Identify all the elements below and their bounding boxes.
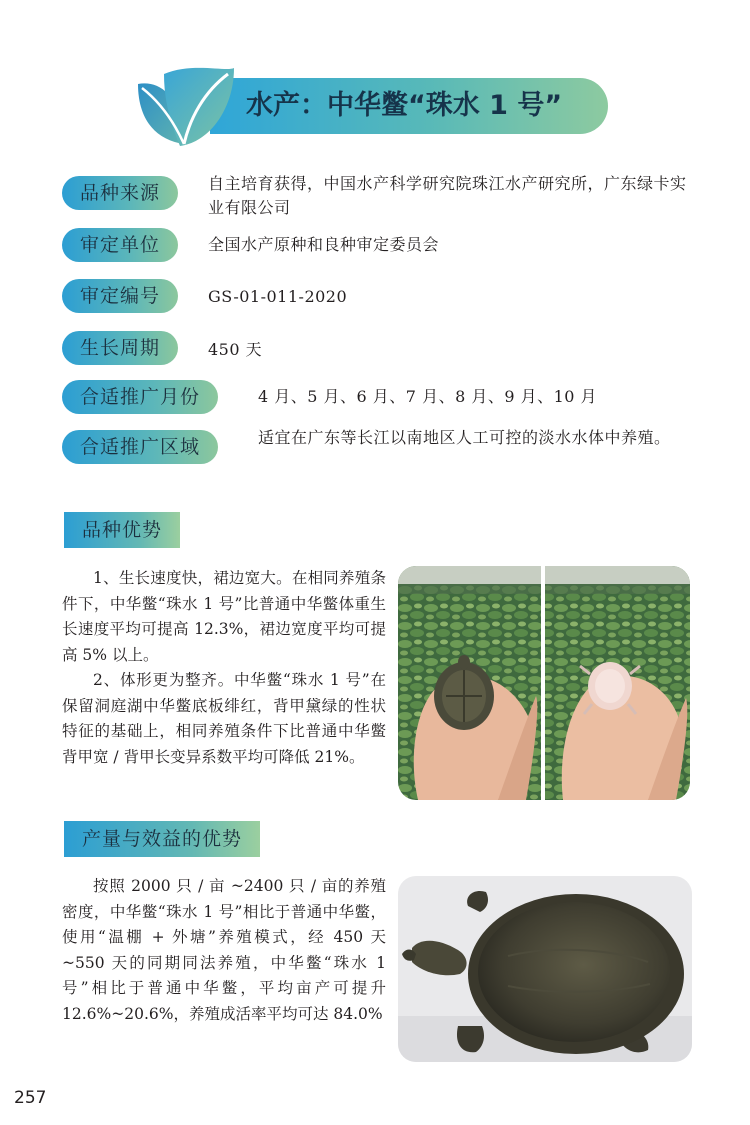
page-number: 257	[14, 1088, 47, 1108]
advantage-paragraph-2: 2、体形更为整齐。中华鳖“珠水 1 号”在保留洞庭湖中华鳖底板绯红，背甲黛绿的性状特征的基础上，相同养殖条件下比普通中华鳖背甲宽 / 背甲长变异系数平均可降低 21%。	[62, 671, 386, 766]
info-label-approval-number: 审定编号	[62, 279, 178, 313]
info-label-approval-unit: 审定单位	[62, 228, 178, 262]
turtle-hands-photo	[398, 566, 690, 800]
info-value-approval-number: GS-01-011-2020	[208, 287, 348, 306]
advantage-paragraph-1: 1、生长速度快，裙边宽大。在相同养殖条件下，中华鳖“珠水 1 号”比普通中华鳖体重生长速度平均可提高 12.3%，裙边宽度平均可提高 5% 以上。	[62, 569, 386, 664]
section-heading-yield: 产量与效益的优势	[64, 821, 260, 857]
info-label-months: 合适推广月份	[62, 380, 218, 414]
info-label-growth-cycle: 生长周期	[62, 331, 178, 365]
info-label-source: 品种来源	[62, 176, 178, 210]
page-title: 水产：中华鳖“珠水 1 号”	[246, 90, 563, 121]
info-value-region: 适宜在广东等长江以南地区人工可控的淡水水体中养殖。	[258, 428, 671, 447]
info-value-source: 自主培育获得，中国水产科学研究院珠江水产研究所，广东绿卡实业有限公司	[208, 174, 687, 217]
leaf-logo-icon	[130, 62, 240, 148]
info-value-growth-cycle: 450 天	[208, 340, 263, 359]
info-value-approval-unit: 全国水产原种和良种审定委员会	[208, 235, 440, 254]
yield-text	[62, 874, 386, 1027]
info-label-region: 合适推广区域	[62, 430, 218, 464]
advantage-text	[62, 566, 386, 770]
soft-shell-turtle-photo	[398, 876, 692, 1062]
info-value-months: 4 月、5 月、6 月、7 月、8 月、9 月、10 月	[258, 387, 598, 406]
section-heading-advantage: 品种优势	[64, 512, 180, 548]
yield-paragraph-1: 按照 2000 只 / 亩 ~2400 只 / 亩的养殖密度，中华鳖“珠水 1 号”相比于普通中华鳖，使用“温棚 + 外塘”养殖模式，经 450 天 ~550 天的同期同法养殖，中华鳖“珠水 1 号”相比于普通中华鳖，平均亩产可提升 12.6%~20.6%，养殖成活率平均可达 84.0%	[62, 877, 386, 1023]
